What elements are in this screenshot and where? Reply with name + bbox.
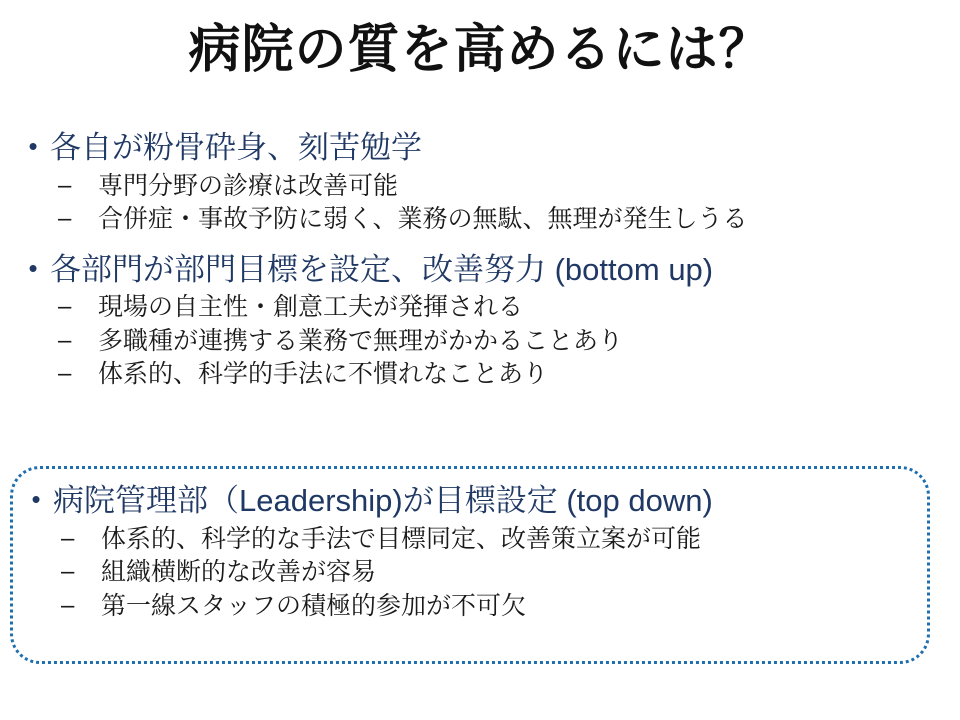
bullet-level2 [16, 325, 946, 358]
bullet-dash-icon: – [58, 293, 72, 321]
bullet-level2-text: 体系的、科学的な手法で目標同定、改善策立案が可能 [101, 524, 702, 553]
bullet-group-1 [16, 128, 946, 236]
bullet-level2-text: 組織横断的な改善が容易 [101, 558, 377, 587]
bullet-level2-text: 合併症・事故予防に弱く、業務の無駄、無理が発生しうる [98, 205, 748, 234]
highlighted-bullet-group-3 [10, 466, 930, 664]
bullet-level2 [19, 556, 921, 589]
bullet-level2 [16, 358, 946, 391]
bullet-level1-text: 各自が粉骨砕身、刻苦勉学 [50, 130, 422, 165]
bullet-dash-icon: – [61, 558, 75, 586]
bullet-level2 [16, 291, 946, 324]
bullet-dash-icon: – [61, 591, 75, 619]
bullet-level2-text: 第一線スタッフの積極的参加が不可欠 [101, 591, 527, 620]
bullet-level2 [16, 203, 946, 236]
bullet-level2 [19, 523, 921, 556]
bullet-level1 [16, 250, 946, 290]
bullet-level2-text: 多職種が連携する業務で無理がかかることあり [98, 326, 624, 355]
bullet-level2-text: 現場の自主性・創意工夫が発揮される [98, 293, 524, 322]
bullet-level1-text: 各部門が部門目標を設定、改善努力 (bottom up) [50, 251, 714, 287]
bullet-level2-text: 専門分野の診療は改善可能 [98, 171, 399, 200]
bullet-level2-text: 体系的、科学的手法に不慣れなことあり [98, 360, 549, 389]
bullet-dash-icon: – [58, 360, 72, 388]
slide-body [16, 128, 946, 399]
bullet-level1 [16, 128, 946, 168]
bullet-level2 [16, 170, 946, 203]
bullet-dot-icon: • [28, 252, 38, 283]
bullet-dash-icon: – [61, 524, 75, 552]
bullet-level1 [19, 481, 921, 521]
bullet-dot-icon: • [28, 131, 38, 161]
bullet-dash-icon: – [58, 205, 72, 233]
bullet-dash-icon: – [58, 171, 72, 199]
bullet-level2 [19, 590, 921, 623]
page-title: 病院の質を高めるには？ [188, 21, 772, 79]
bullet-dash-icon: – [58, 326, 72, 354]
bullet-dot-icon: • [31, 484, 41, 514]
bullet-group-2 [16, 250, 946, 391]
bullet-level1-text: 病院管理部（Leadership)が目標設定 (top down) [53, 483, 713, 518]
